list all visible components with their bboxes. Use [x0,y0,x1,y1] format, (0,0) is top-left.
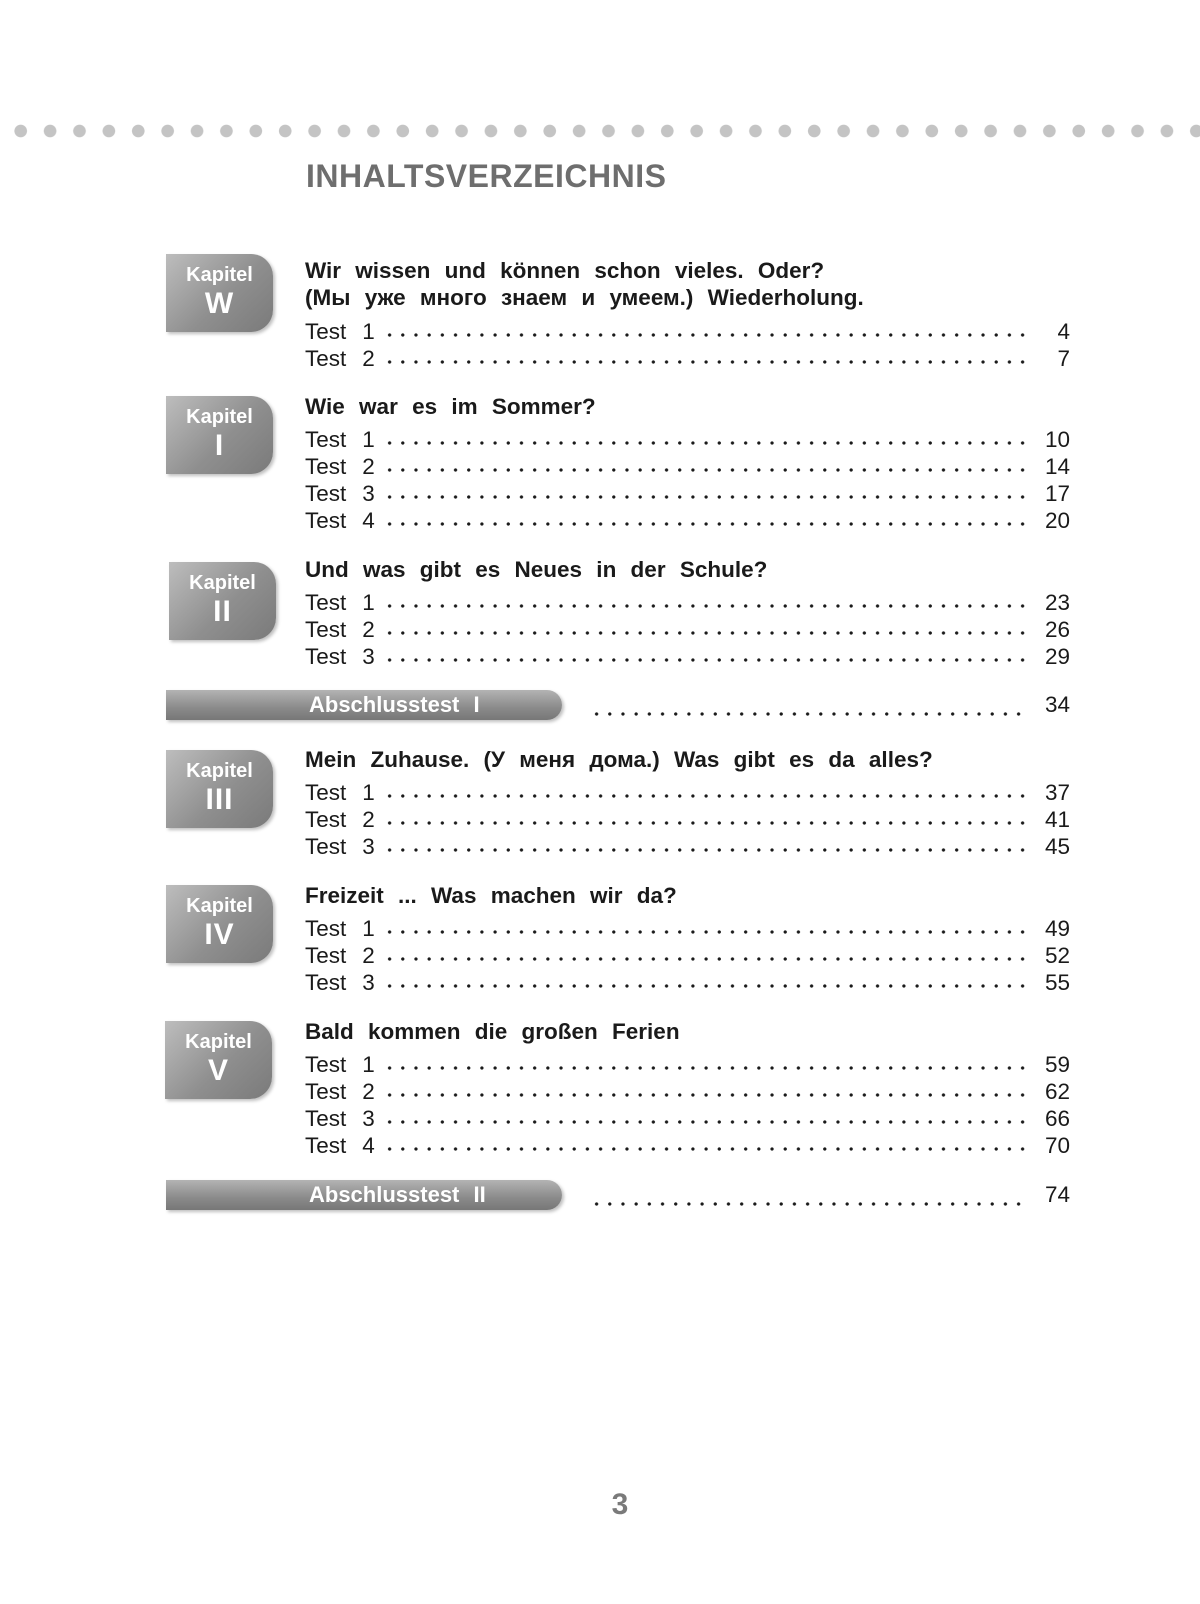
entry-label: Test [305,590,347,615]
page-ref: 14 [1044,454,1070,479]
dot-leader [383,909,1034,936]
entry-number: 3 [362,481,375,506]
entry-label: Test [305,970,347,995]
page-ref: 23 [1044,590,1070,615]
entry-number: 1 [362,1052,375,1077]
badge-label: Kapitel [185,1031,252,1053]
entry-label: Test [305,1133,347,1158]
badge-number: III [205,783,234,816]
dot-leader [383,963,1034,990]
entry-label: Test [305,508,347,533]
badge-label: Kapitel [189,572,256,594]
page-ref: 49 [1044,916,1070,941]
badge-label: Kapitel [186,406,253,428]
entry-label: Test [305,807,347,832]
dot-leader [383,637,1034,664]
chapter-heading: Freizeit ... Was machen wir da? [305,883,677,908]
chapter-heading: Und was gibt es Neues in der Schule? [305,557,768,582]
page-ref: 70 [1044,1133,1070,1158]
page-ref: 45 [1044,834,1070,859]
page-ref: 20 [1044,508,1070,533]
toc-entry[interactable] [305,963,1070,995]
chapter-badge [165,1021,272,1099]
final-test-2[interactable] [0,1180,1200,1212]
entry-label: Test [305,1106,347,1131]
entry-number: 3 [362,644,375,669]
chapter-heading: Wir wissen und können schon vieles. Oder? [305,258,825,283]
chapter-heading-line-2: (Мы уже много знаем и умеем.) Wiederholung. [305,285,864,310]
page-ref: 10 [1044,427,1070,452]
page-ref: 26 [1044,617,1070,642]
dot-leader [383,447,1034,474]
page-ref: 74 [1044,1182,1070,1207]
dot-leader [383,420,1034,447]
dotted-divider [6,124,1200,138]
entry-number: 2 [362,807,375,832]
page-ref: 41 [1044,807,1070,832]
toc-entry[interactable] [305,773,1070,805]
dot-leader [383,312,1034,339]
page-ref: 37 [1044,780,1070,805]
chapter-badge [166,750,273,828]
entry-number: 2 [362,346,375,371]
toc-entry[interactable] [305,447,1070,479]
entry-number: 3 [362,1106,375,1131]
toc-entry[interactable] [305,800,1070,832]
page-ref: 4 [1057,319,1070,344]
entry-label: Test [305,346,347,371]
dot-leader [590,690,1030,720]
entry-label: Test [305,481,347,506]
entry-number: 1 [362,590,375,615]
dot-leader [383,773,1034,800]
dot-leader [383,1045,1034,1072]
chapter-badge [169,562,276,640]
entry-label: Test [305,834,347,859]
page-ref: 7 [1057,346,1070,371]
page-ref: 59 [1044,1052,1070,1077]
entry-label: Test [305,644,347,669]
entry-label: Test [305,916,347,941]
badge-label: Kapitel [186,895,253,917]
toc-entry[interactable] [305,610,1070,642]
entry-number: 1 [362,780,375,805]
entry-label: Test [305,319,347,344]
entry-number: 2 [362,943,375,968]
entry-label: Test [305,1079,347,1104]
dot-leader [383,501,1034,528]
chapter-heading: Wie war es im Sommer? [305,394,596,419]
page-ref: 62 [1044,1079,1070,1104]
chapter-badge [166,254,273,332]
badge-number: II [213,595,232,628]
page-ref: 34 [1044,692,1070,717]
entry-label: Test [305,617,347,642]
entry-number: 4 [362,1133,375,1158]
badge-label: Kapitel [186,264,253,286]
page-ref: 52 [1044,943,1070,968]
page-title: INHALTSVERZEICHNIS [306,158,667,194]
toc-entry[interactable] [305,936,1070,968]
badge-number: W [204,287,235,320]
entry-number: 1 [362,319,375,344]
dot-leader [383,827,1034,854]
toc-entry[interactable] [305,339,1070,371]
final-test-label: Abschlusstest II [309,1182,486,1207]
dot-leader [383,936,1034,963]
entry-number: 4 [362,508,375,533]
dot-leader [383,800,1034,827]
badge-number: I [214,429,225,462]
entry-number: 1 [362,427,375,452]
entry-number: 2 [362,1079,375,1104]
dot-leader [383,610,1034,637]
dot-leader [590,1180,1030,1210]
page-number: 3 [611,1488,629,1521]
toc-entry[interactable] [305,1045,1070,1077]
dot-leader [383,474,1034,501]
badge-number: IV [204,918,235,951]
entry-label: Test [305,454,347,479]
entry-label: Test [305,427,347,452]
dot-leader [383,339,1034,366]
entry-label: Test [305,1052,347,1077]
toc-entry[interactable] [305,420,1070,452]
page-ref: 66 [1044,1106,1070,1131]
page-ref: 29 [1044,644,1070,669]
entry-label: Test [305,780,347,805]
dot-leader [383,1099,1034,1126]
entry-number: 3 [362,970,375,995]
toc-entry[interactable] [305,501,1070,533]
toc-entry[interactable] [305,474,1070,506]
toc-entry[interactable] [305,583,1070,615]
dot-leader [383,1126,1034,1153]
chapter-badge [166,885,273,963]
entry-label: Test [305,943,347,968]
final-test-1[interactable] [0,690,1200,722]
toc-entry[interactable] [305,1099,1070,1131]
chapter-heading: Mein Zuhause. (У меня дома.) Was gibt es da alles? [305,747,933,772]
toc-entry[interactable] [305,1126,1070,1158]
chapter-badge [166,396,273,474]
final-test-label: Abschlusstest I [309,692,480,717]
badge-label: Kapitel [186,760,253,782]
toc-entry[interactable] [305,1072,1070,1104]
chapter-heading: Bald kommen die großen Ferien [305,1019,680,1044]
badge-number: V [207,1054,229,1087]
page-ref: 17 [1044,481,1070,506]
toc-entry[interactable] [305,827,1070,859]
dot-leader [383,583,1034,610]
toc-entry[interactable] [305,909,1070,941]
entry-number: 2 [362,454,375,479]
toc-entry[interactable] [305,637,1070,669]
entry-number: 1 [362,916,375,941]
page-ref: 55 [1044,970,1070,995]
dot-leader [383,1072,1034,1099]
entry-number: 2 [362,617,375,642]
toc-entry[interactable] [305,312,1070,344]
entry-number: 3 [362,834,375,859]
